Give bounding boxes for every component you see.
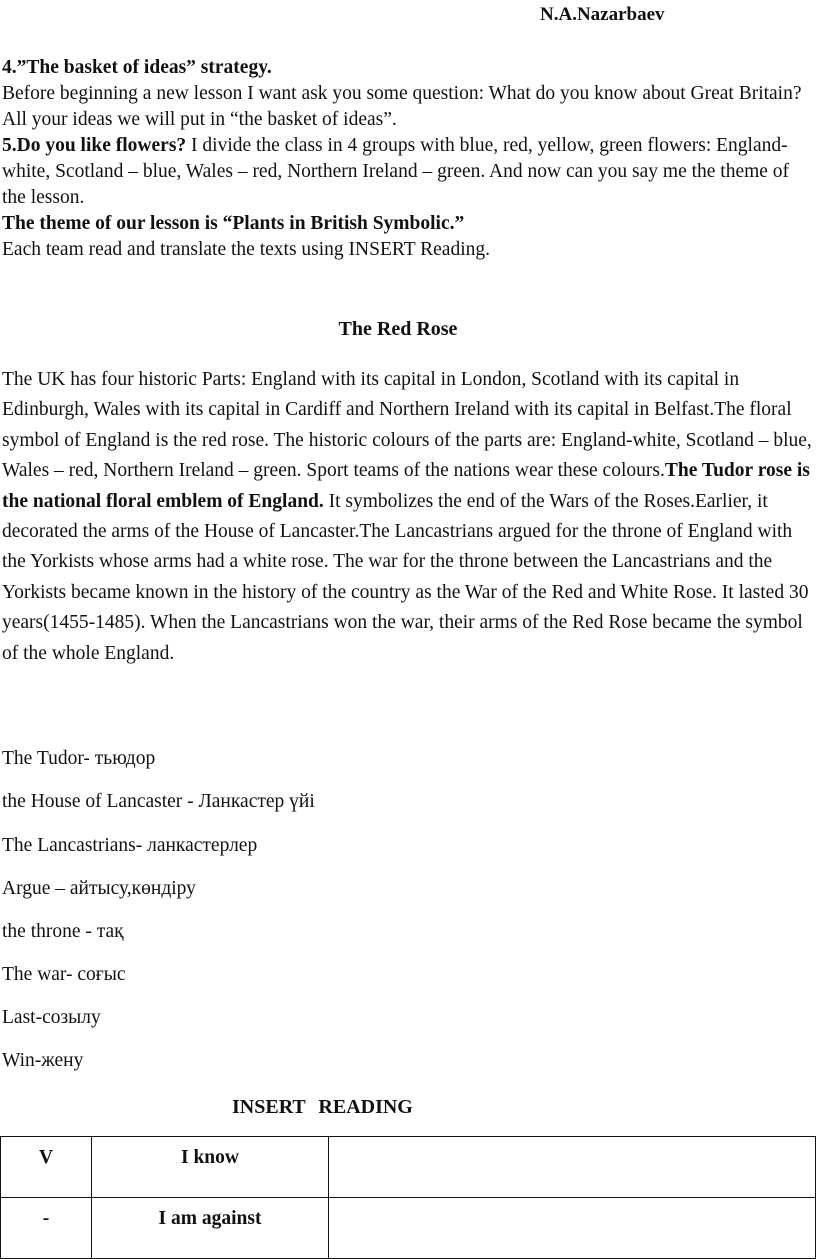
insert-reading-title: INSERT READING bbox=[232, 1096, 413, 1118]
insert-reading-table bbox=[0, 1136, 816, 1259]
table-row bbox=[1, 1137, 816, 1198]
insert-note bbox=[329, 1198, 816, 1259]
vocab-item: the throne - тақ bbox=[2, 921, 124, 942]
vocab-item: The Lancastrians- ланкастерлер bbox=[2, 835, 258, 856]
section-5-paragraph bbox=[2, 133, 816, 211]
intro-section bbox=[2, 55, 816, 263]
insert-label: I know bbox=[92, 1137, 329, 1198]
instruction-text: Each team read and translate the texts using INSERT Reading. bbox=[2, 239, 490, 260]
insert-mark: V bbox=[1, 1137, 92, 1198]
article-body bbox=[2, 365, 814, 669]
table-row bbox=[1, 1198, 816, 1259]
lesson-theme: The theme of our lesson is “Plants in British Symbolic.” bbox=[2, 213, 465, 234]
insert-note bbox=[329, 1137, 816, 1198]
section-5-body: I divide the class in 4 groups with blue, red, yellow, green flowers: England-white, Scotland – blue, Wales – red, Northern Ireland – green. And now can you say me the theme of the lesson. bbox=[2, 135, 790, 208]
vocab-item: The war- соғыс bbox=[2, 964, 126, 985]
author-name: N.A.Nazarbaev bbox=[540, 4, 665, 25]
insert-mark: - bbox=[1, 1198, 92, 1259]
insert-label: I am against bbox=[92, 1198, 329, 1259]
vocab-item: the House of Lancaster - Ланкастер үйі bbox=[2, 791, 315, 812]
vocab-item: Win-жену bbox=[2, 1050, 84, 1071]
section-4-body: Before beginning a new lesson I want ask you some question: What do you know about Great Britain? All your ideas we will put in “the basket of ideas”. bbox=[2, 83, 802, 130]
vocab-item: Last-созылу bbox=[2, 1007, 101, 1028]
section-4-title: 4.”The basket of ideas” strategy. bbox=[2, 57, 272, 78]
article-bold-emblem: The Tudor rose is the national floral emblem of England. bbox=[2, 460, 810, 512]
article-title: The Red Rose bbox=[338, 318, 458, 340]
vocab-item: Argue – айтысу,көндіру bbox=[2, 878, 196, 899]
section-5-lead: 5.Do you like flowers? bbox=[2, 135, 187, 156]
article-part-2: It symbolizes the end of the Wars of the Roses.Earlier, it decorated the arms of the House of Lancaster.The Lancastrians argued for the throne of England with the Yorkists whose arms had a white rose. The war for the throne between the Lancastrians and the Yorkists became known in the history of the country as the War of the Red and White Rose. It lasted 30 years(1455-1485). When the Lancastrians won the war, their arms of the Red Rose became the symbol of the whole England. bbox=[2, 490, 809, 664]
vocab-item: The Tudor- тьюдор bbox=[2, 748, 156, 769]
article-part-1: The UK has four historic Parts: England with its capital in London, Scotland with its capital in Edinburgh, Wales with its capital in Cardiff and Northern Ireland with its capital in Belfast.The floral symbol of England is the red rose. The historic colours of the parts are: England-white, Scotland – blue, Wales – red, Northern Ireland – green. Sport teams of the nations wear these colours. bbox=[2, 369, 812, 482]
